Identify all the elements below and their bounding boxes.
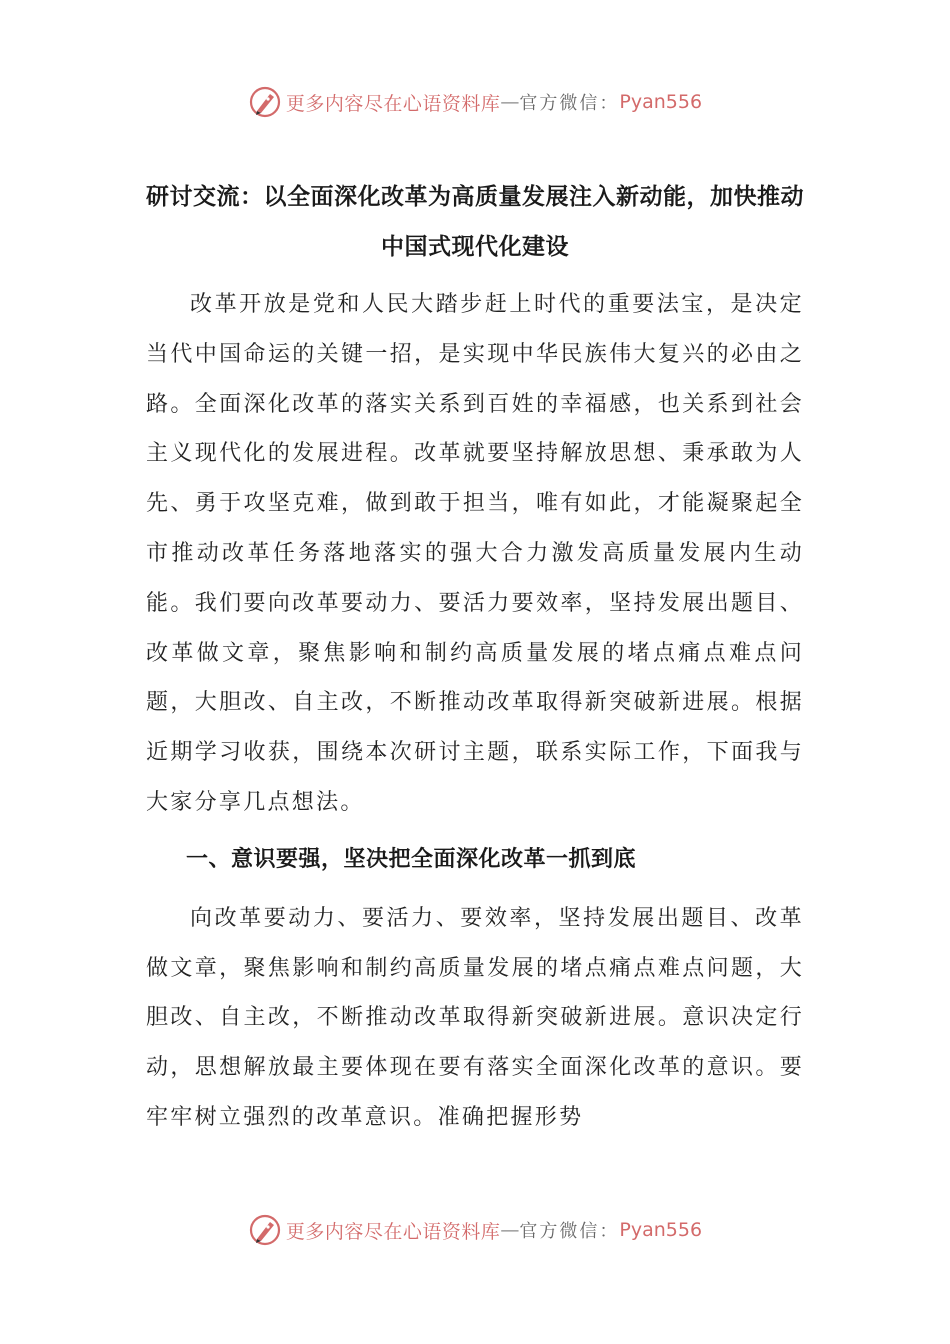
site-text: 更多内容尽在心语资料库 [285, 92, 501, 115]
site-text: 更多内容尽在心语资料库 [285, 1220, 501, 1243]
paragraph-1: 改革开放是党和人民大踏步赶上时代的重要法宝，是决定当代中国命运的关键一招，是实现中华民族伟大复兴的必由之路。全面深化改革的落实关系到百姓的幸福感，也关系到社会主义现代化的发展进程。改革就要坚持解放思想、秉承敢为人先、勇于攻坚克难，做到敢于担当，唯有如此，才能凝聚起全市推动改革任务落地落实的强大合力激发高质量发展内生动能。我们要向改革要动力、要活力要效率，坚持发展出题目、改革做文章，聚焦影响和制约高质量发展的堵点痛点难点问题，大胆改、自主改，不断推动改革取得新突破新进展。根据近期学习收获，围绕本次研讨主题，联系实际工作，下面我与大家分享几点想法。 [146, 292, 804, 815]
document-title: 研讨交流：以全面深化改革为高质量发展注入新动能，加快推动中国式现代化建设 [146, 184, 804, 260]
footer-banner [0, 1210, 950, 1250]
separator: — [500, 1219, 520, 1241]
paragraph-2: 向改革要动力、要活力、要效率，坚持发展出题目、改革做文章，聚焦影响和制约高质量发展的堵点痛点难点问题，大胆改、自主改，不断推动改革取得新突破新进展。意识决定行动，思想解放最主要体现在要有落实全面深化改革的意识。要牢牢树立强烈的改革意识。准确把握形势 [146, 905, 804, 1130]
wechat-id: Pyan556 [619, 91, 703, 113]
document-body [146, 172, 804, 1143]
wechat-label: 官方微信： [519, 1221, 620, 1242]
header-banner [0, 82, 950, 122]
wechat-id: Pyan556 [619, 1219, 703, 1241]
separator: — [500, 91, 520, 113]
pen-nib-icon [248, 1213, 282, 1247]
section-heading-1: 一、意识要强，坚决把全面深化改革一抓到底 [186, 846, 637, 872]
wechat-label: 官方微信： [519, 93, 620, 114]
pen-nib-icon [248, 85, 282, 119]
